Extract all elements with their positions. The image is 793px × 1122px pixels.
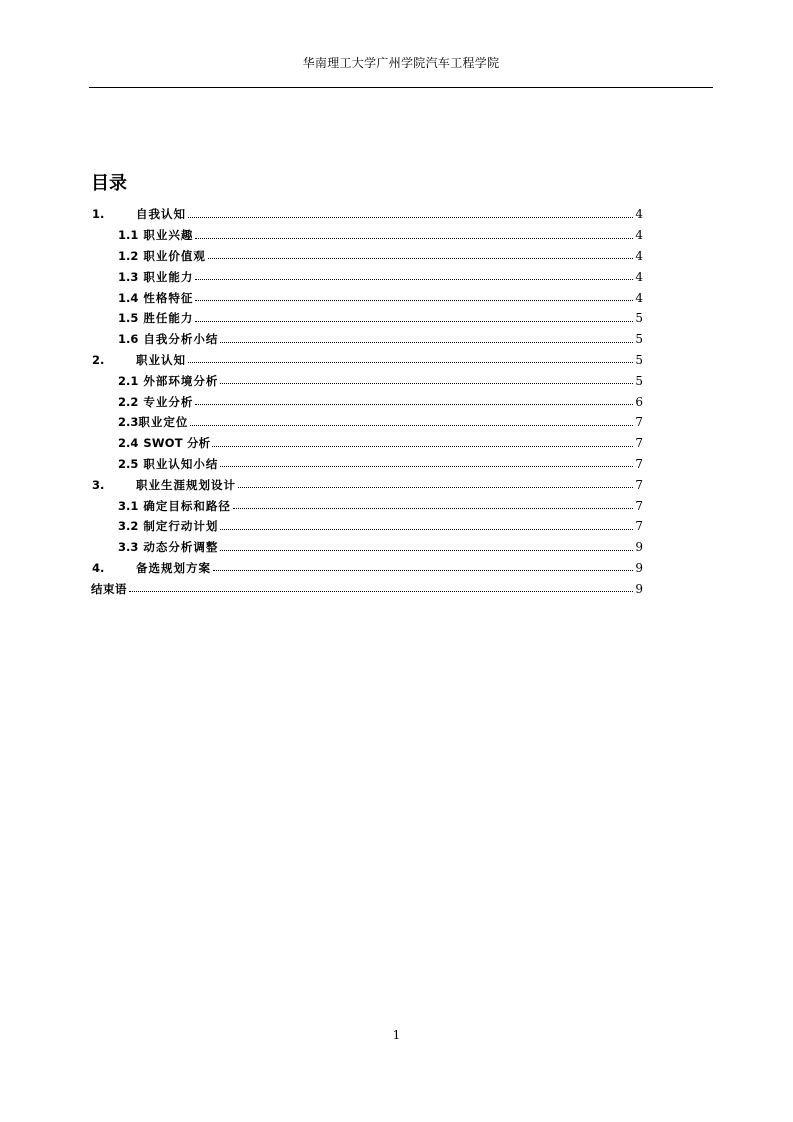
toc-leader-dots [195,404,633,405]
toc-entry-number: 1.4 [118,290,139,305]
toc-entry-label: 职业价值观 [143,248,206,263]
toc-entry-page: 4 [635,269,643,284]
toc-leader-dots [220,383,633,384]
toc-entry-page: 9 [635,540,643,555]
toc-entry-page: 4 [635,228,643,243]
toc-entry-label: 职业认知 [136,352,186,367]
header-title: 华南理工大学广州学院汽车工程学院 [302,56,500,70]
toc-entry-label: 专业分析 [143,394,194,409]
toc-entry-page: 7 [635,415,643,430]
toc-entry-3-1[interactable] [91,495,643,516]
toc-entry-page: 5 [635,311,643,326]
toc-entry-label: 胜任能力 [143,311,194,326]
toc-entry-page: 9 [635,581,643,596]
toc-entry-number: 2.5 [118,456,139,471]
toc-entry-label: SWOT 分析 [143,436,211,451]
toc-leader-dots [212,446,633,447]
toc-entry-2-1[interactable] [91,370,643,391]
toc-entry-label: 外部环境分析 [143,373,219,388]
toc-leader-dots [220,550,633,551]
toc-entry-3-2[interactable] [91,516,643,537]
toc-leader-dots [195,238,633,239]
toc-leader-dots [195,300,633,301]
toc-entry-page: 7 [635,456,643,471]
toc-entry-conclusion[interactable] [91,578,643,599]
toc-entry-page: 7 [635,436,643,451]
toc-entry-page: 9 [635,560,643,575]
toc-leader-dots [220,529,633,530]
toc-entry-4[interactable] [91,558,643,579]
toc-entry-number: 2. [92,352,105,367]
toc-leader-dots [220,342,633,343]
toc-entry-label: 职业兴趣 [143,228,194,243]
toc-leader-dots [129,591,633,592]
toc-entry-number: 1. [92,207,105,222]
toc-entry-label: 性格特征 [143,290,194,305]
toc-title: 目录 [91,173,127,194]
toc-entry-page: 7 [635,498,643,513]
toc-entry-page: 5 [635,332,643,347]
toc-entry-number: 1.1 [118,228,139,243]
page-header [89,0,713,88]
toc-entry-label: 自我认知 [136,207,186,222]
toc-entry-1[interactable] [91,204,643,225]
toc-entry-1-4[interactable] [91,287,643,308]
toc-entry-label: 职业能力 [143,269,194,284]
toc-entry-page: 7 [635,477,643,492]
toc-leader-dots [188,217,633,218]
toc-entry-number: 1.5 [118,311,139,326]
toc-entry-page: 5 [635,352,643,367]
toc-entry-number: 2.2 [118,394,139,409]
toc-entry-page: 6 [635,394,643,409]
toc-leader-dots [188,362,633,363]
toc-leader-dots [195,321,633,322]
toc-entry-number: 3.1 [118,498,139,513]
toc-entry-2[interactable] [91,350,643,371]
toc-entry-number: 2.3 [118,415,139,430]
page-number: 1 [392,1028,401,1042]
toc-entry-label: 备选规划方案 [136,560,211,575]
table-of-contents [91,204,643,599]
toc-entry-number: 2.1 [118,373,139,388]
toc-entry-2-2[interactable] [91,391,643,412]
toc-entry-label: 动态分析调整 [143,540,219,555]
toc-entry-label: 制定行动计划 [143,519,219,534]
toc-entry-label: 职业认知小结 [143,456,219,471]
toc-leader-dots [220,466,633,467]
toc-entry-2-4[interactable] [91,433,643,454]
toc-entry-number: 3.2 [118,519,139,534]
toc-entry-3-3[interactable] [91,537,643,558]
toc-entry-1-2[interactable] [91,246,643,267]
toc-entry-1-6[interactable] [91,329,643,350]
toc-entry-1-3[interactable] [91,266,643,287]
toc-leader-dots [213,570,633,571]
toc-leader-dots [190,425,633,426]
toc-entry-number: 3. [92,477,105,492]
toc-entry-page: 7 [635,519,643,534]
toc-entry-number: 1.3 [118,269,139,284]
toc-entry-1-5[interactable] [91,308,643,329]
toc-entry-3[interactable] [91,474,643,495]
toc-entry-label: 职业生涯规划设计 [136,477,236,492]
toc-entry-page: 4 [635,248,643,263]
toc-entry-number: 1.2 [118,248,139,263]
toc-entry-number: 1.6 [118,332,139,347]
toc-entry-label: 结束语 [91,581,127,596]
toc-leader-dots [233,508,633,509]
toc-entry-number: 4. [92,560,105,575]
toc-entry-page: 4 [635,290,643,305]
toc-entry-page: 4 [635,207,643,222]
toc-leader-dots [208,258,633,259]
toc-entry-label: 职业定位 [138,415,189,430]
toc-leader-dots [195,279,633,280]
toc-entry-1-1[interactable] [91,225,643,246]
toc-entry-2-5[interactable] [91,454,643,475]
toc-entry-number: 2.4 [118,436,139,451]
toc-leader-dots [238,487,633,488]
toc-entry-2-3[interactable] [91,412,643,433]
toc-entry-number: 3.3 [118,540,139,555]
toc-entry-label: 确定目标和路径 [143,498,231,513]
toc-entry-page: 5 [635,373,643,388]
toc-entry-label: 自我分析小结 [143,332,219,347]
